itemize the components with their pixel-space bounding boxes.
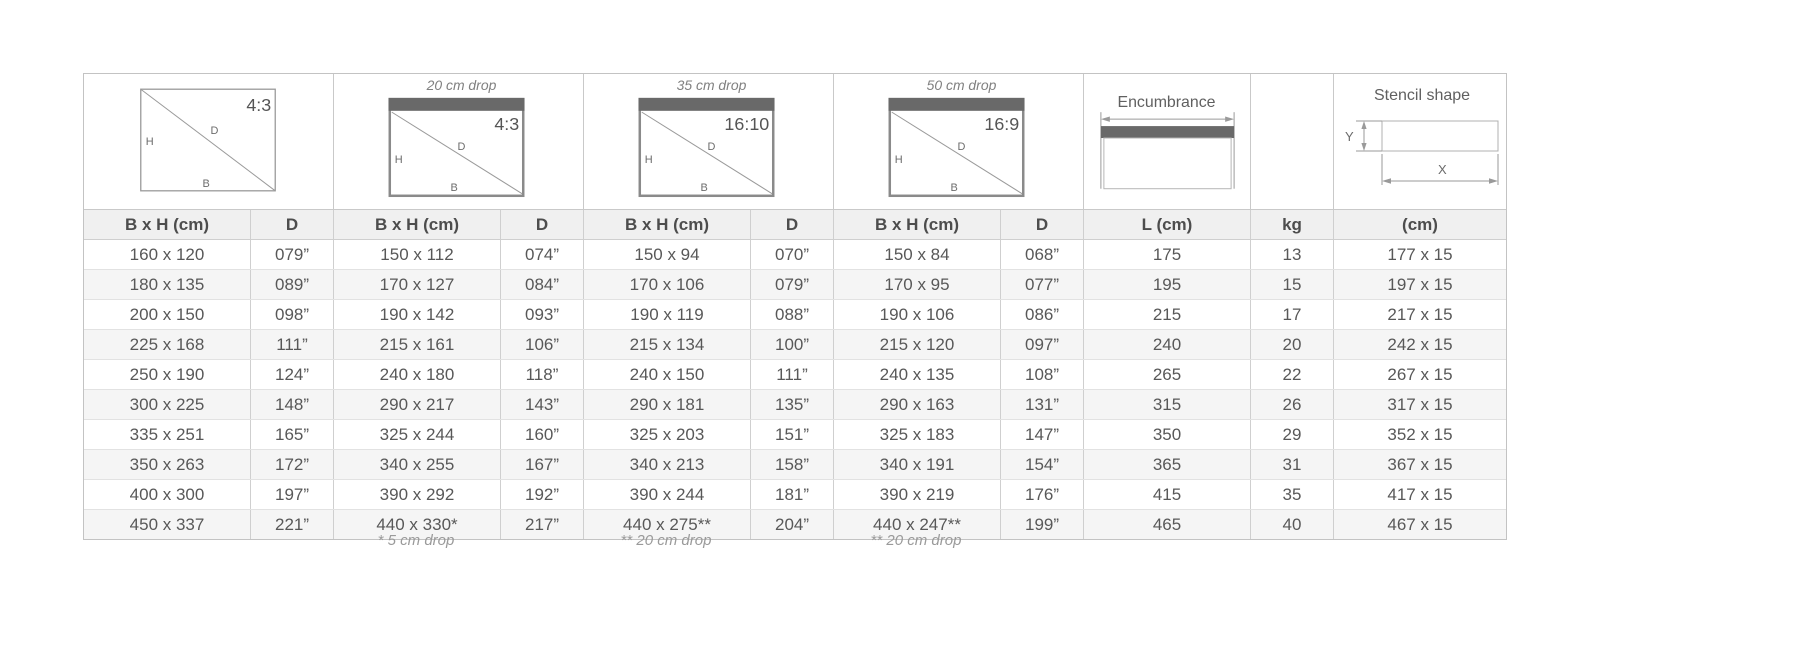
- table-row: [84, 480, 1506, 510]
- table-cell: 350: [1084, 420, 1251, 449]
- base-label: B: [450, 181, 458, 194]
- column-header: B x H (cm): [584, 210, 751, 239]
- diagonal-label: D: [457, 140, 466, 153]
- table-cell: 200 x 150: [84, 300, 251, 329]
- table-cell: 350 x 263: [84, 450, 251, 479]
- column-header: B x H (cm): [834, 210, 1001, 239]
- table-cell: 197”: [251, 480, 334, 509]
- table-cell: 176”: [1001, 480, 1084, 509]
- footnote-20cm-drop-a: ** 20 cm drop: [620, 532, 712, 549]
- table-cell: 35: [1251, 480, 1334, 509]
- header-row: [84, 210, 1506, 240]
- base-label: B: [700, 181, 708, 194]
- table-cell: 180 x 135: [84, 270, 251, 299]
- table-cell: 31: [1251, 450, 1334, 479]
- table-cell: 335 x 251: [84, 420, 251, 449]
- table-cell: 124”: [251, 360, 334, 389]
- height-label: H: [394, 153, 403, 166]
- table-cell: 15: [1251, 270, 1334, 299]
- table-cell: 097”: [1001, 330, 1084, 359]
- column-header: D: [501, 210, 584, 239]
- table-body: [84, 240, 1506, 539]
- table-cell: 160 x 120: [84, 240, 251, 269]
- table-cell: 170 x 127: [334, 270, 501, 299]
- table-cell: 440 x 275**: [584, 510, 751, 539]
- table-cell: 150 x 112: [334, 240, 501, 269]
- diagram-aspect-4-3: [84, 74, 334, 209]
- aspect-ratio-label: 16:9: [984, 114, 1020, 135]
- table-cell: 40: [1251, 510, 1334, 539]
- screen-16-10-drop-diagram-icon: [584, 74, 833, 209]
- table-cell: 17: [1251, 300, 1334, 329]
- table-cell: 118”: [501, 360, 584, 389]
- table-cell: 340 x 255: [334, 450, 501, 479]
- table-cell: 242 x 15: [1387, 334, 1453, 354]
- table-cell: 440 x 247**: [834, 510, 1001, 539]
- table-cell: 20: [1251, 330, 1334, 359]
- base-label: B: [202, 177, 210, 190]
- diagram-stencil-shape: [1334, 74, 1506, 209]
- table-cell: 079”: [251, 240, 334, 269]
- table-cell: 325 x 203: [584, 420, 751, 449]
- table-cell: 167”: [501, 450, 584, 479]
- column-header: D: [751, 210, 834, 239]
- height-label: H: [145, 135, 154, 148]
- y-dimension-label: Y: [1345, 129, 1354, 144]
- table-cell: 417 x 15: [1387, 484, 1453, 504]
- table-cell: 077”: [1001, 270, 1084, 299]
- table-cell: 181”: [751, 480, 834, 509]
- table-cell: 177 x 15: [1387, 244, 1453, 264]
- table-cell: 192”: [501, 480, 584, 509]
- table-cell: 390 x 219: [834, 480, 1001, 509]
- table-cell: 204”: [751, 510, 834, 539]
- diagonal-label: D: [957, 140, 966, 153]
- table-row: [84, 390, 1506, 420]
- table-cell: 240 x 150: [584, 360, 751, 389]
- table-cell: 225 x 168: [84, 330, 251, 359]
- table-cell: 325 x 244: [334, 420, 501, 449]
- diagram-row: [84, 74, 1506, 210]
- diagram-empty-cell: [1251, 74, 1334, 209]
- screen-4-3-drop-diagram-icon: [334, 74, 583, 209]
- table-cell: 215: [1084, 300, 1251, 329]
- stencil-shape-label: Stencil shape: [1373, 87, 1471, 104]
- encumbrance-label: Encumbrance: [1117, 94, 1216, 112]
- screen-16-9-drop-diagram-icon: [834, 74, 1083, 209]
- table-cell: 170 x 95: [834, 270, 1001, 299]
- screen-4-3-diagram-icon: [84, 74, 333, 209]
- table-cell: 098”: [251, 300, 334, 329]
- table-row: [84, 330, 1506, 360]
- drop-bar: [888, 98, 1024, 111]
- table-cell: 26: [1251, 390, 1334, 419]
- table-cell: 217”: [501, 510, 584, 539]
- table-cell: 290 x 217: [334, 390, 501, 419]
- diagram-16-9-50cm-drop: [834, 74, 1084, 209]
- table-cell: 215 x 134: [584, 330, 751, 359]
- table-cell: 415: [1084, 480, 1251, 509]
- table-cell: 367 x 15: [1387, 454, 1453, 474]
- column-header: (cm): [1402, 214, 1438, 234]
- table-cell: 340 x 191: [834, 450, 1001, 479]
- table-cell: 143”: [501, 390, 584, 419]
- drop-label: 20 cm drop: [426, 77, 497, 94]
- base-label: B: [950, 181, 958, 194]
- screen-size-table: [83, 73, 1507, 540]
- table-cell: 467 x 15: [1387, 514, 1453, 534]
- table-cell: 106”: [501, 330, 584, 359]
- column-header: D: [1001, 210, 1084, 239]
- table-cell: 215 x 120: [834, 330, 1001, 359]
- table-cell: 197 x 15: [1387, 274, 1453, 294]
- table-row: [84, 420, 1506, 450]
- table-cell: 315: [1084, 390, 1251, 419]
- footnote-5cm-drop: * 5 cm drop: [377, 532, 455, 549]
- table-cell: 086”: [1001, 300, 1084, 329]
- table-cell: 111”: [751, 360, 834, 389]
- table-cell: 340 x 213: [584, 450, 751, 479]
- table-cell: 160”: [501, 420, 584, 449]
- footnote-20cm-drop-b: ** 20 cm drop: [870, 532, 962, 549]
- drop-label: 50 cm drop: [926, 77, 997, 94]
- table-cell: 29: [1251, 420, 1334, 449]
- table-cell: 13: [1251, 240, 1334, 269]
- table-cell: 147”: [1001, 420, 1084, 449]
- height-label: H: [894, 153, 903, 166]
- drop-label: 35 cm drop: [676, 77, 747, 94]
- stencil-shape-diagram-icon: [1334, 74, 1506, 209]
- column-header: kg: [1251, 210, 1334, 239]
- diagram-4-3-20cm-drop: [334, 74, 584, 209]
- table-cell: 352 x 15: [1387, 424, 1453, 444]
- table-cell: 070”: [751, 240, 834, 269]
- table-cell: 240 x 180: [334, 360, 501, 389]
- table-row: [84, 270, 1506, 300]
- table-cell: 317 x 15: [1387, 394, 1453, 414]
- table-cell: 440 x 330*: [334, 510, 501, 539]
- table-cell: 151”: [751, 420, 834, 449]
- diagram-16-10-35cm-drop: [584, 74, 834, 209]
- height-label: H: [644, 153, 653, 166]
- table-cell: 154”: [1001, 450, 1084, 479]
- table-cell: 088”: [751, 300, 834, 329]
- table-cell: 170 x 106: [584, 270, 751, 299]
- table-row: [84, 510, 1506, 539]
- table-cell: 195: [1084, 270, 1251, 299]
- table-cell: 190 x 119: [584, 300, 751, 329]
- table-cell: 365: [1084, 450, 1251, 479]
- table-cell: 199”: [1001, 510, 1084, 539]
- table-cell: 079”: [751, 270, 834, 299]
- table-cell: 131”: [1001, 390, 1084, 419]
- table-row: [84, 240, 1506, 270]
- table-row: [84, 300, 1506, 330]
- x-dimension-label: X: [1438, 162, 1447, 177]
- table-cell: 240 x 135: [834, 360, 1001, 389]
- table-cell: 22: [1251, 360, 1334, 389]
- table-cell: 190 x 142: [334, 300, 501, 329]
- table-cell: 250 x 190: [84, 360, 251, 389]
- table-cell: 165”: [251, 420, 334, 449]
- table-cell: 068”: [1001, 240, 1084, 269]
- table-cell: 215 x 161: [334, 330, 501, 359]
- aspect-ratio-label: 16:10: [724, 114, 770, 135]
- table-cell: 089”: [251, 270, 334, 299]
- table-cell: 148”: [251, 390, 334, 419]
- aspect-ratio-label: 4:3: [246, 95, 272, 116]
- table-cell: 465: [1084, 510, 1251, 539]
- table-cell: 093”: [501, 300, 584, 329]
- table-cell: 135”: [751, 390, 834, 419]
- table-cell: 074”: [501, 240, 584, 269]
- table-cell: 172”: [251, 450, 334, 479]
- table-cell: 390 x 244: [584, 480, 751, 509]
- encumbrance-diagram-icon: [1084, 74, 1250, 209]
- table-row: [84, 360, 1506, 390]
- table-cell: 290 x 181: [584, 390, 751, 419]
- table-cell: 265: [1084, 360, 1251, 389]
- diagram-encumbrance: [1084, 74, 1251, 209]
- table-row: [84, 450, 1506, 480]
- table-cell: 108”: [1001, 360, 1084, 389]
- column-header: D: [251, 210, 334, 239]
- diagonal-label: D: [707, 140, 716, 153]
- aspect-ratio-label: 4:3: [494, 114, 520, 135]
- table-cell: 150 x 94: [584, 240, 751, 269]
- table-cell: 221”: [251, 510, 334, 539]
- drop-bar: [638, 98, 774, 111]
- table-cell: 390 x 292: [334, 480, 501, 509]
- drop-bar: [388, 98, 524, 111]
- column-header: B x H (cm): [334, 210, 501, 239]
- table-cell: 217 x 15: [1387, 304, 1453, 324]
- column-header: B x H (cm): [84, 210, 251, 239]
- case-bar: [1101, 126, 1234, 138]
- table-cell: 158”: [751, 450, 834, 479]
- diagonal-label: D: [210, 125, 219, 138]
- table-cell: 450 x 337: [84, 510, 251, 539]
- table-cell: 190 x 106: [834, 300, 1001, 329]
- table-cell: 111”: [251, 330, 334, 359]
- column-header: L (cm): [1084, 210, 1251, 239]
- table-cell: 084”: [501, 270, 584, 299]
- table-cell: 100”: [751, 330, 834, 359]
- table-cell: 290 x 163: [834, 390, 1001, 419]
- table-cell: 175: [1084, 240, 1251, 269]
- table-cell: 300 x 225: [84, 390, 251, 419]
- table-cell: 150 x 84: [834, 240, 1001, 269]
- table-cell: 400 x 300: [84, 480, 251, 509]
- table-cell: 240: [1084, 330, 1251, 359]
- table-cell: 267 x 15: [1387, 364, 1453, 384]
- table-cell: 325 x 183: [834, 420, 1001, 449]
